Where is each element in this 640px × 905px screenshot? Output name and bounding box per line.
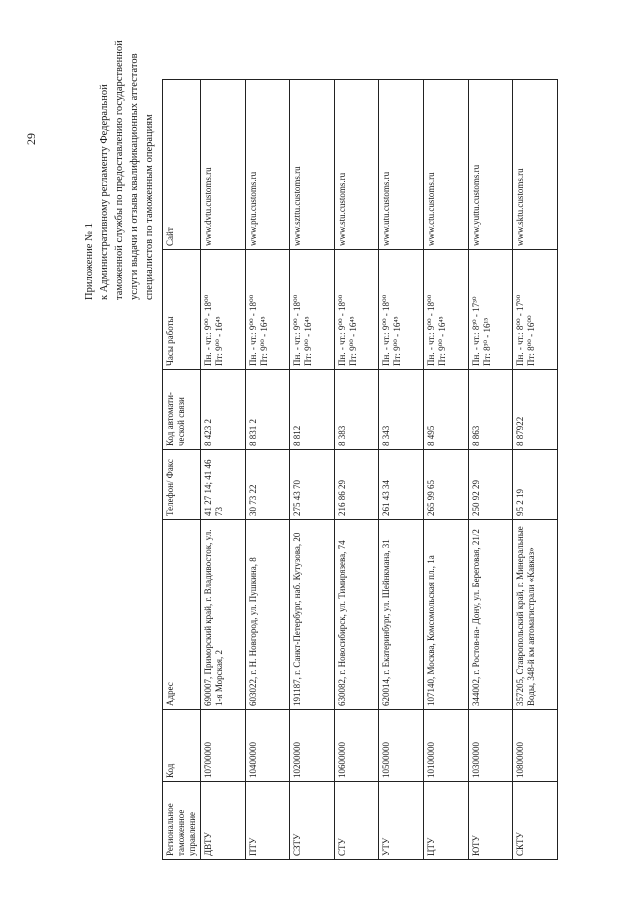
- address-cell: 690007, Приморский край, г. Владивосток, ул. 1-я Морская, 2: [201, 520, 246, 710]
- auto-code-cell: 8 343: [379, 370, 424, 450]
- page-number: 29: [24, 133, 38, 145]
- phone-cell: 95 2 19: [513, 450, 558, 520]
- auto-code-cell: 8 423 2: [201, 370, 246, 450]
- region-cell: ДВТУ: [201, 782, 246, 860]
- heading-line: услуги выдачи и отзыва квалификационных аттестатов: [129, 53, 140, 300]
- region-cell: ПТУ: [245, 782, 290, 860]
- code-cell: 10700000: [201, 710, 246, 782]
- hours-cell: Пн. - чт.: 8⁰⁰ - 17⁰⁰ Пт: 8⁰⁰ - 16⁰⁰: [513, 250, 558, 370]
- address-cell: 191187, г. Санкт-Петербург, наб. Кутузова, 20: [290, 520, 335, 710]
- phone-cell: 261 43 34: [379, 450, 424, 520]
- heading-line: специалистов по таможенным операциям: [144, 114, 155, 300]
- phone-cell: 250 92 29: [468, 450, 513, 520]
- hours-cell: Пн. - чт.: 9⁰⁰ - 18⁰⁰ Пт: 9⁰⁰ - 16⁴⁵: [334, 250, 379, 370]
- site-cell: www.ctu.customs.ru: [423, 80, 468, 250]
- auto-code-cell: 8 87922: [513, 370, 558, 450]
- auto-code-cell: 8 812: [290, 370, 335, 450]
- auto-code-cell: 8 495: [423, 370, 468, 450]
- heading-line: таможенной службы по предоставлению государственной: [114, 40, 125, 300]
- table-row: [423, 80, 468, 860]
- table-header-row: [163, 80, 201, 860]
- region-cell: СТУ: [334, 782, 379, 860]
- phone-cell: 275 43 70: [290, 450, 335, 520]
- hours-cell: Пн. - чт.: 9⁰⁰ - 18⁰⁰ Пт: 9⁰⁰ - 16⁴⁵: [290, 250, 335, 370]
- table-row: [468, 80, 513, 860]
- site-cell: www.yuttu.customs.ru: [468, 80, 513, 250]
- hours-cell: Пн. - чт.: 9⁰⁰ - 18⁰⁰ Пт: 9⁰⁰ - 16⁴⁵: [379, 250, 424, 370]
- heading-line: к Административному регламенту Федеральной: [99, 84, 110, 300]
- phone-cell: 41 27 14; 41 46 73: [201, 450, 246, 520]
- auto-code-cell: 8 831 2: [245, 370, 290, 450]
- region-cell: СЗТУ: [290, 782, 335, 860]
- site-cell: www.szttu.customs.ru: [290, 80, 335, 250]
- region-cell: СКТУ: [513, 782, 558, 860]
- table-row: [513, 80, 558, 860]
- column-header-region: Региональное таможенное управление: [163, 782, 201, 860]
- table-row: [334, 80, 379, 860]
- customs-offices-table: [162, 79, 558, 860]
- code-cell: 10500000: [379, 710, 424, 782]
- code-cell: 10600000: [334, 710, 379, 782]
- site-cell: www.stu.customs.ru: [334, 80, 379, 250]
- column-header-address: Адрес: [163, 520, 201, 710]
- code-cell: 10300000: [468, 710, 513, 782]
- hours-cell: Пн. - чт.: 9⁰⁰ - 18⁰⁰ Пт: 9⁰⁰ - 16⁴⁵: [245, 250, 290, 370]
- site-cell: www.utu.customs.ru: [379, 80, 424, 250]
- table-row: [379, 80, 424, 860]
- code-cell: 10200000: [290, 710, 335, 782]
- column-header-site: Сайт: [163, 80, 201, 250]
- phone-cell: 30 73 22: [245, 450, 290, 520]
- region-cell: ЦТУ: [423, 782, 468, 860]
- hours-cell: Пн. - чт.: 8³⁰ - 17³⁰ Пт: 8³⁰ - 16¹⁵: [468, 250, 513, 370]
- phone-cell: 216 86 29: [334, 450, 379, 520]
- hours-cell: Пн. - чт.: 9⁰⁰ - 18⁰⁰ Пт: 9⁰⁰ - 16⁴⁵: [201, 250, 246, 370]
- rotated-page-content: [82, 40, 562, 860]
- code-cell: 10100000: [423, 710, 468, 782]
- site-cell: www.ptu.customs.ru: [245, 80, 290, 250]
- address-cell: 344002, г. Ростов-на- Дону, ул. Береговая, 21/2: [468, 520, 513, 710]
- heading-line: Приложение № 1: [84, 223, 95, 300]
- code-cell: 10800000: [513, 710, 558, 782]
- appendix-heading: [82, 40, 157, 300]
- hours-cell: Пн. - чт.: 9⁰⁰ - 18⁰⁰ Пт: 9⁰⁰ - 16⁴⁵: [423, 250, 468, 370]
- auto-code-cell: 8 863: [468, 370, 513, 450]
- site-cell: www.dvtu.customs.ru: [201, 80, 246, 250]
- address-cell: 357205, Ставропольский край, г. Минеральные Воды, 348-й км автомагистрали «Кавказ»: [513, 520, 558, 710]
- address-cell: 630082, г. Новосибирск, ул. Тимирязева, 74: [334, 520, 379, 710]
- column-header-phone: Телефон/ Факс: [163, 450, 201, 520]
- table-row: [290, 80, 335, 860]
- region-cell: УТУ: [379, 782, 424, 860]
- auto-code-cell: 8 383: [334, 370, 379, 450]
- address-cell: 620014, г. Екатеринбург, ул. Шейнкмана, 31: [379, 520, 424, 710]
- table-row: [245, 80, 290, 860]
- column-header-code: Код: [163, 710, 201, 782]
- table-row: [201, 80, 246, 860]
- address-cell: 107140, Москва, Комсомольская пл., 1а: [423, 520, 468, 710]
- site-cell: www.sktu.customs.ru: [513, 80, 558, 250]
- region-cell: ЮТУ: [468, 782, 513, 860]
- code-cell: 10400000: [245, 710, 290, 782]
- column-header-auto-code: Код автомати-ческой связи: [163, 370, 201, 450]
- phone-cell: 265 99 65: [423, 450, 468, 520]
- address-cell: 603022, г. Н. Новгород, ул. Пушкина, 8: [245, 520, 290, 710]
- column-header-hours: Часы работы: [163, 250, 201, 370]
